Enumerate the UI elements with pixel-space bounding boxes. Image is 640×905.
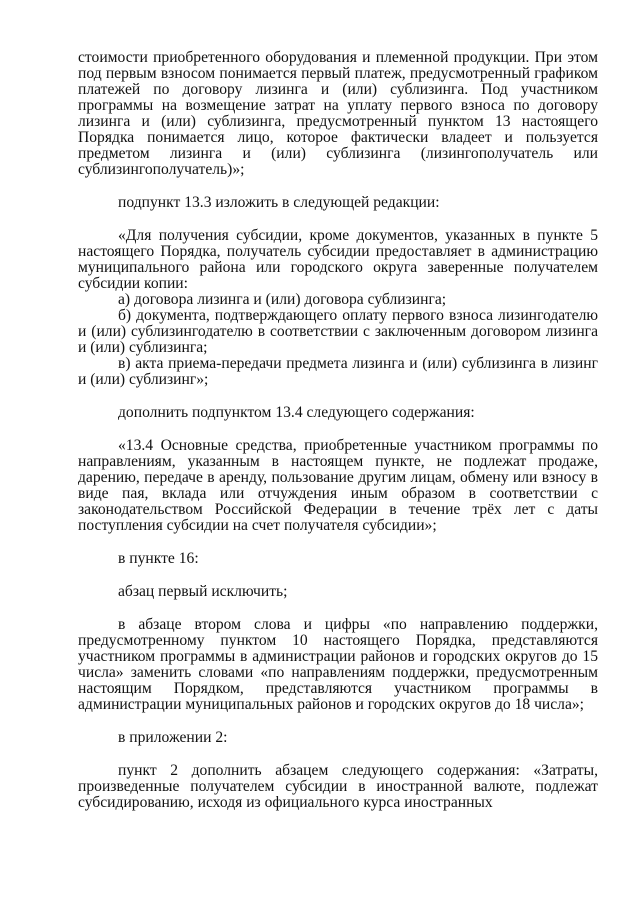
paragraph-abzac-2: в абзаце втором слова и цифры «по направлению поддержки, предусмотренному пунктом 10 настоящего Порядка, представляются участником программы в администрации районов и городских округов до 15 числа» заменить словами «по направлениям поддержки, предусмотренным настоящим Порядком, представляются участником программы в администрации муниципальных районов и городских округов до 18 числа»; bbox=[78, 616, 598, 713]
list-item-a: а) договора лизинга и (или) договора сублизинга; bbox=[118, 291, 447, 308]
paragraph-subitem-13-3: подпункт 13.3 изложить в следующей редакции: bbox=[118, 194, 440, 211]
paragraph-quote-13-4: «13.4 Основные средства, приобретенные участником программы по направлениям, указанным в настоящем пункте, не подлежат продаже, дарению, передаче в аренду, пользование другим лицам, обмену или взносу в виде пая, вклада или отчуждения иным образом в соответствии с законодательством Российской Федерации в течение трёх лет с даты поступления субсидии на счет получателя субсидии»; bbox=[78, 437, 598, 534]
paragraph-point-2: пункт 2 дополнить абзацем следующего содержания: «Затраты, произведенные получателем субсидии в иностранной валюте, подлежат субсидированию, исходя из официального курса иностранных bbox=[78, 762, 598, 811]
paragraph-add-13-4: дополнить подпунктом 13.4 следующего содержания: bbox=[118, 404, 475, 421]
paragraph-point-16: в пункте 16: bbox=[118, 550, 199, 567]
paragraph-continuation: стоимости приобретенного оборудования и племенной продукции. При этом под первым взносом понимается первый платеж, предусмотренный графиком платежей по договору лизинга и (или) сублизинга. Под участником программы на возмещение затрат на уплату первого взноса по договору лизинга и (или) сублизинга, предусмотренный пунктом 13 настоящего Порядка понимается лицо, которое фактически владеет и пользуется предметом лизинга и (или) сублизинга (лизингополучатель или сублизингополучатель)»; bbox=[78, 49, 598, 178]
list-item-b: б) документа, подтверждающего оплату первого взноса лизингодателю и (или) сублизингодателю в соответствии с заключенным договором лизинга и (или) сублизинга; bbox=[78, 307, 598, 356]
paragraph-abzac-1: абзац первый исключить; bbox=[118, 583, 288, 600]
paragraph-quote-13-3: «Для получения субсидии, кроме документов, указанных в пункте 5 настоящего Порядка, получатель субсидии предоставляет в администрацию муниципального района или городского округа заверенные получателем субсидии копии: bbox=[78, 227, 598, 292]
paragraph-appendix-2: в приложении 2: bbox=[118, 729, 228, 746]
list-item-v: в) акта приема-передачи предмета лизинга и (или) сублизинга в лизинг и (или) сублизинг»; bbox=[78, 355, 598, 388]
